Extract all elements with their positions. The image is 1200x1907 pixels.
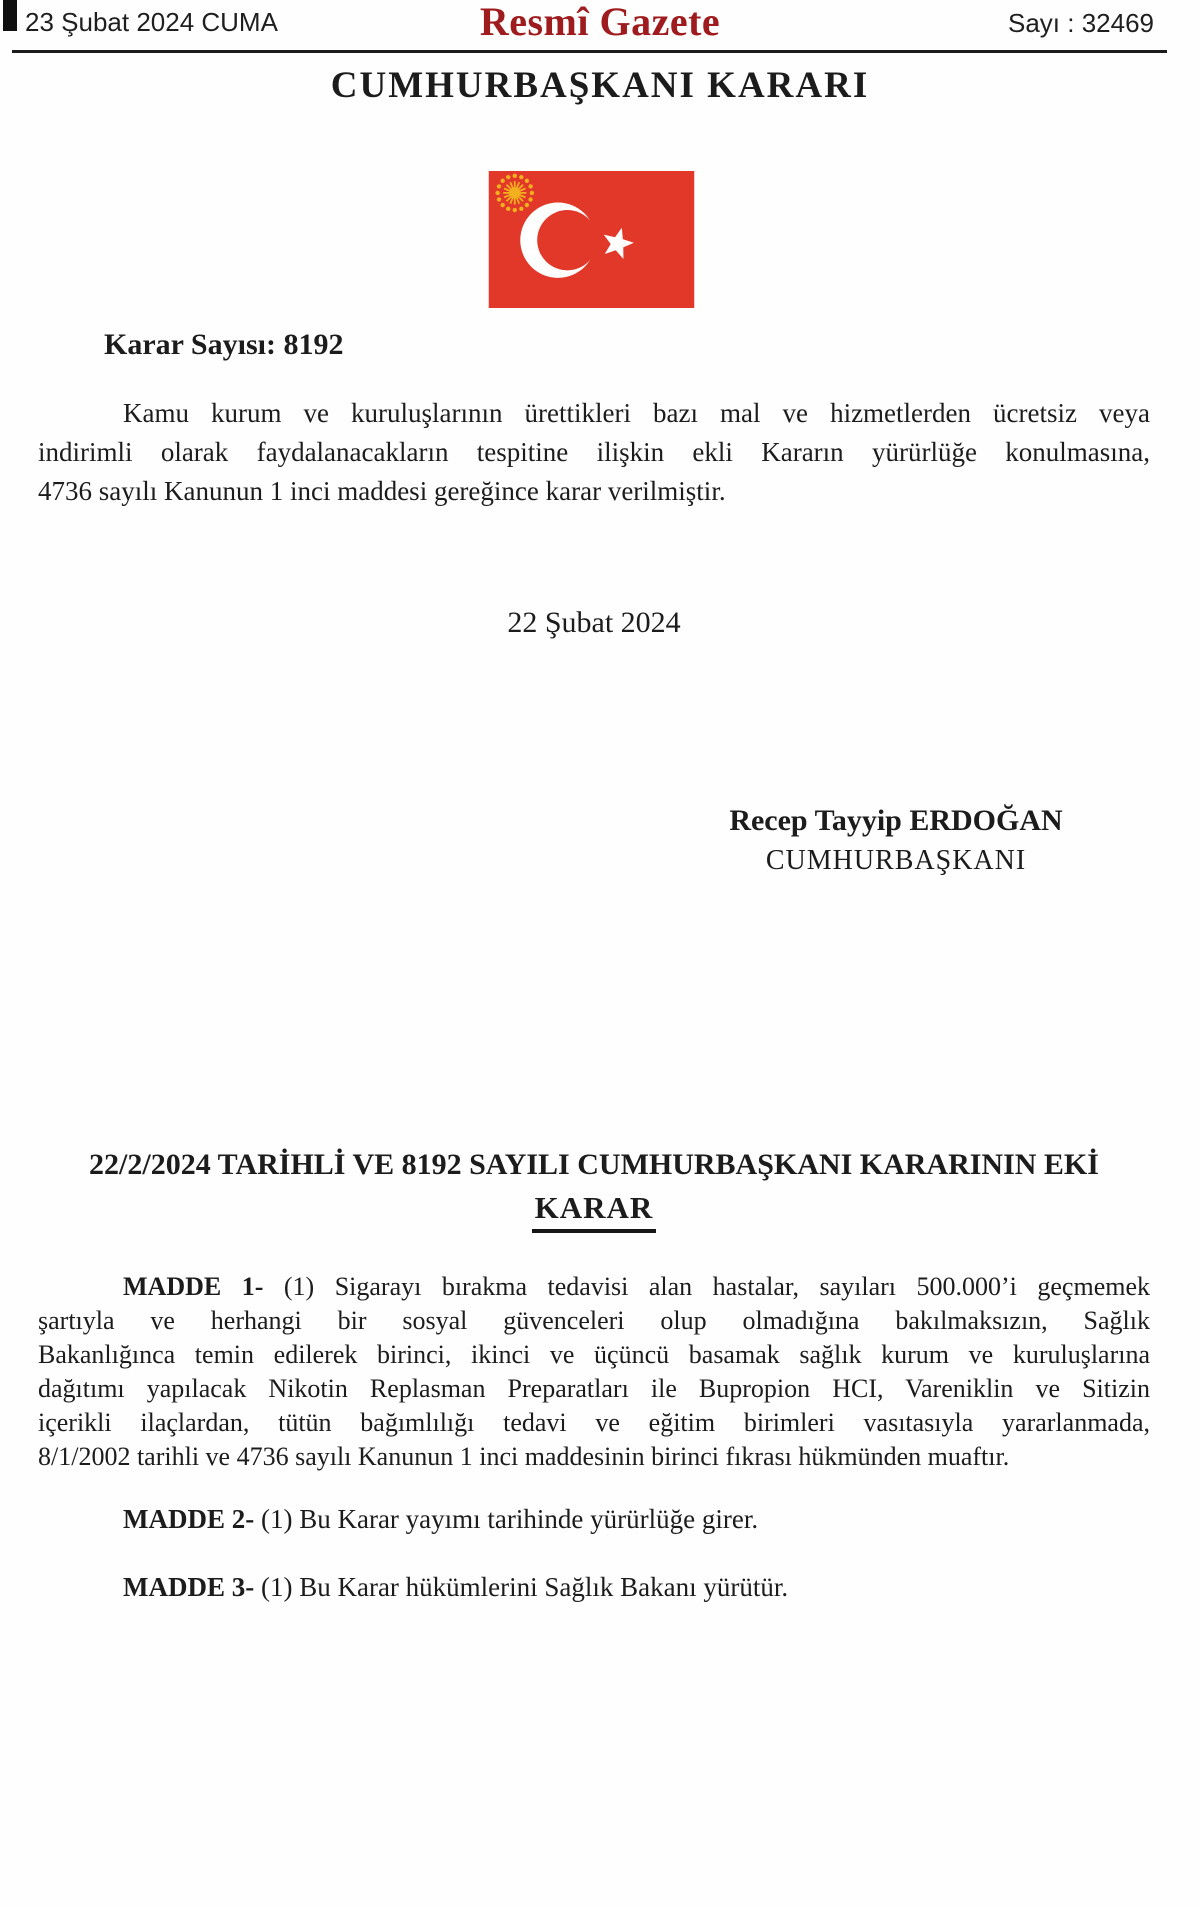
text-line: Kamu kurum ve kuruluşlarının ürettikleri bazı mal ve hizmetlerden ücretsiz veya xyxy=(123,398,1150,428)
text-line: şartıyla ve herhangi bir sosyal güvenceleri olup olmadığına bakılmaksızın, Sağlık xyxy=(38,1306,1150,1335)
article-3-paragraph xyxy=(38,1570,1150,1604)
article-2-paragraph xyxy=(38,1502,1150,1536)
text-line: 4736 sayılı Kanunun 1 inci maddesi gereğince karar verilmiştir. xyxy=(38,476,726,506)
presidential-flag-image xyxy=(488,171,695,308)
annex-subheading xyxy=(38,1190,1150,1233)
article-1-paragraph xyxy=(38,1270,1150,1474)
signature-role: CUMHURBAŞKANI xyxy=(765,845,1027,876)
text-line: MADDE 2- (1) Bu Karar yayımı tarihinde yürürlüğe girer. xyxy=(123,1504,759,1534)
text-line: içerikli ilaçlardan, tütün bağımlılığı tedavi ve eğitim birimleri vasıtasıyla yararlanmada, xyxy=(38,1408,1150,1437)
decision-number: Karar Sayısı: 8192 xyxy=(104,328,344,361)
gazette-issue-number: Sayı : 32469 xyxy=(1008,8,1154,38)
gazette-date: 23 Şubat 2024 CUMA xyxy=(25,7,278,37)
document-title: CUMHURBAŞKANI KARARI xyxy=(330,65,870,106)
text-line: MADDE 3- (1) Bu Karar hükümlerini Sağlık Bakanı yürütür. xyxy=(123,1572,789,1602)
text-line: 8/1/2002 tarihli ve 4736 sayılı Kanunun 1 inci maddesinin birinci fıkrası hükmünden muaftır. xyxy=(38,1442,1010,1471)
header-divider xyxy=(12,50,1167,53)
text-line: MADDE 1- (1) Sigarayı bırakma tedavisi alan hastalar, sayıları 500.000’i geçmemek xyxy=(123,1272,1151,1301)
text-line: indirimli olarak faydalanacakların tespitine ilişkin ekli Kararın yürürlüğe konulmasına, xyxy=(38,437,1150,467)
decision-date: 22 Şubat 2024 xyxy=(507,606,681,639)
text-line: dağıtımı yapılacak Nikotin Replasman Preparatları ile Bupropion HCI, Vareniklin ve Sitizin xyxy=(38,1374,1150,1403)
annex-heading: 22/2/2024 TARİHLİ VE 8192 SAYILI CUMHURBAŞKANI KARARININ EKİ xyxy=(89,1148,1099,1181)
annex-subheading-text: KARAR xyxy=(532,1190,657,1233)
signature-block xyxy=(640,798,1152,878)
text-line: Bakanlığınca temin edilerek birinci, ikinci ve üçüncü basamak sağlık kurum ve kuruluşlarına xyxy=(38,1340,1150,1369)
decision-paragraph xyxy=(38,394,1150,511)
gazette-title: Resmî Gazete xyxy=(479,0,721,44)
signature-name: Recep Tayyip ERDOĞAN xyxy=(729,804,1063,837)
